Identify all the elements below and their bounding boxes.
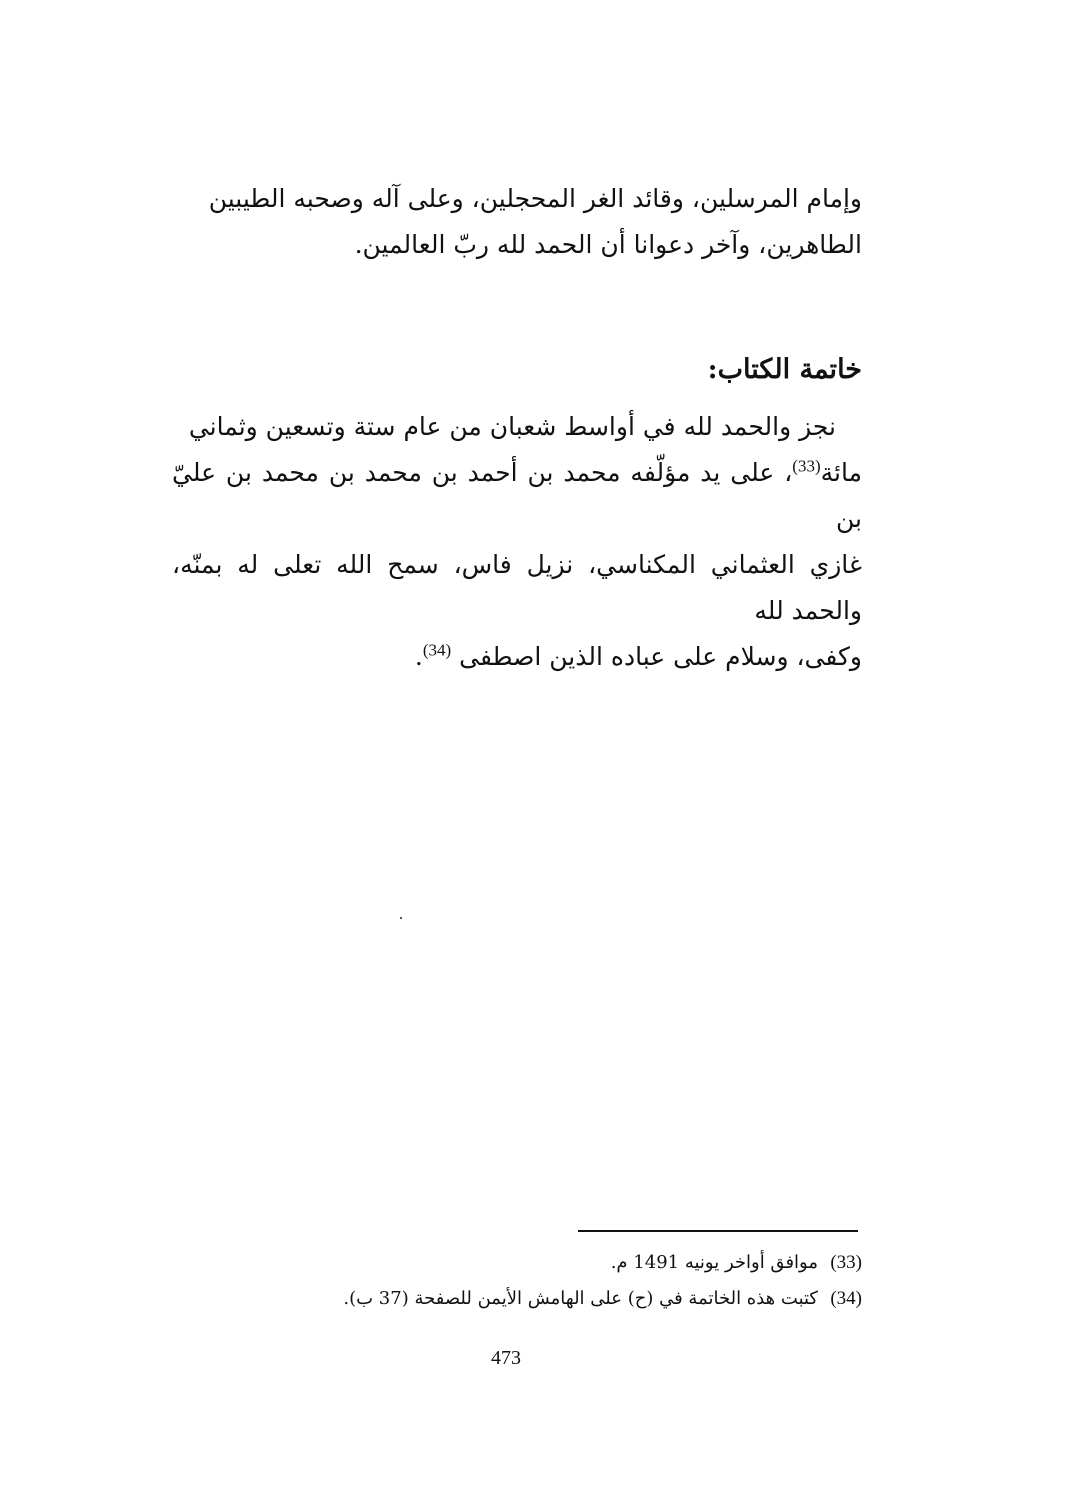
section-heading: خاتمة الكتاب: (707, 354, 862, 385)
opening-line-1: وإمام المرسلين، وقائد الغر المحجلين، وعلى آله وصحبه الطيبين (208, 184, 862, 213)
stray-mark (400, 917, 402, 919)
colophon-line-2-end: ، على يد مؤلّفه محمد بن أحمد بن محمد بن محمد بن عليّ بن (172, 458, 862, 533)
page-number: 473 (491, 1347, 521, 1369)
colophon-line-4 (172, 634, 862, 680)
footnote-ref-34[interactable]: (34) (422, 640, 452, 660)
colophon-line-4-end: . (414, 642, 423, 671)
footnote-ref-33[interactable]: (33) (792, 456, 821, 476)
colophon-line-1: نجز والحمد لله في أواسط شعبان من عام ستة وتسعين وثماني (188, 412, 836, 441)
footnote-33 (172, 1245, 862, 1281)
footnote-text: كتبت هذه الخاتمة في (ح) على الهامش الأيمن للصفحة (37 ب). (343, 1288, 818, 1309)
colophon-line-2 (172, 450, 862, 542)
colophon-line-3: غازي العثماني المكناسي، نزيل فاس، سمح الله تعلى له بمنّه، والحمد لله (172, 550, 862, 625)
footnote-divider (578, 1230, 858, 1232)
footnote-number: (33) (830, 1252, 862, 1273)
colophon-line-2-start: مائة (820, 458, 862, 487)
colophon-paragraph (172, 404, 862, 680)
opening-paragraph (172, 176, 862, 268)
footnote-34 (172, 1281, 862, 1317)
opening-line-2: الطاهرين، وآخر دعوانا أن الحمد لله ربّ العالمين. (354, 230, 862, 259)
colophon-line-4-start: وكفى، وسلام على عباده الذين اصطفى (459, 642, 862, 671)
footnote-text: موافق أواخر يونيه 1491 م. (610, 1252, 818, 1273)
footnotes-section (172, 1245, 862, 1317)
footnote-number: (34) (830, 1288, 862, 1309)
